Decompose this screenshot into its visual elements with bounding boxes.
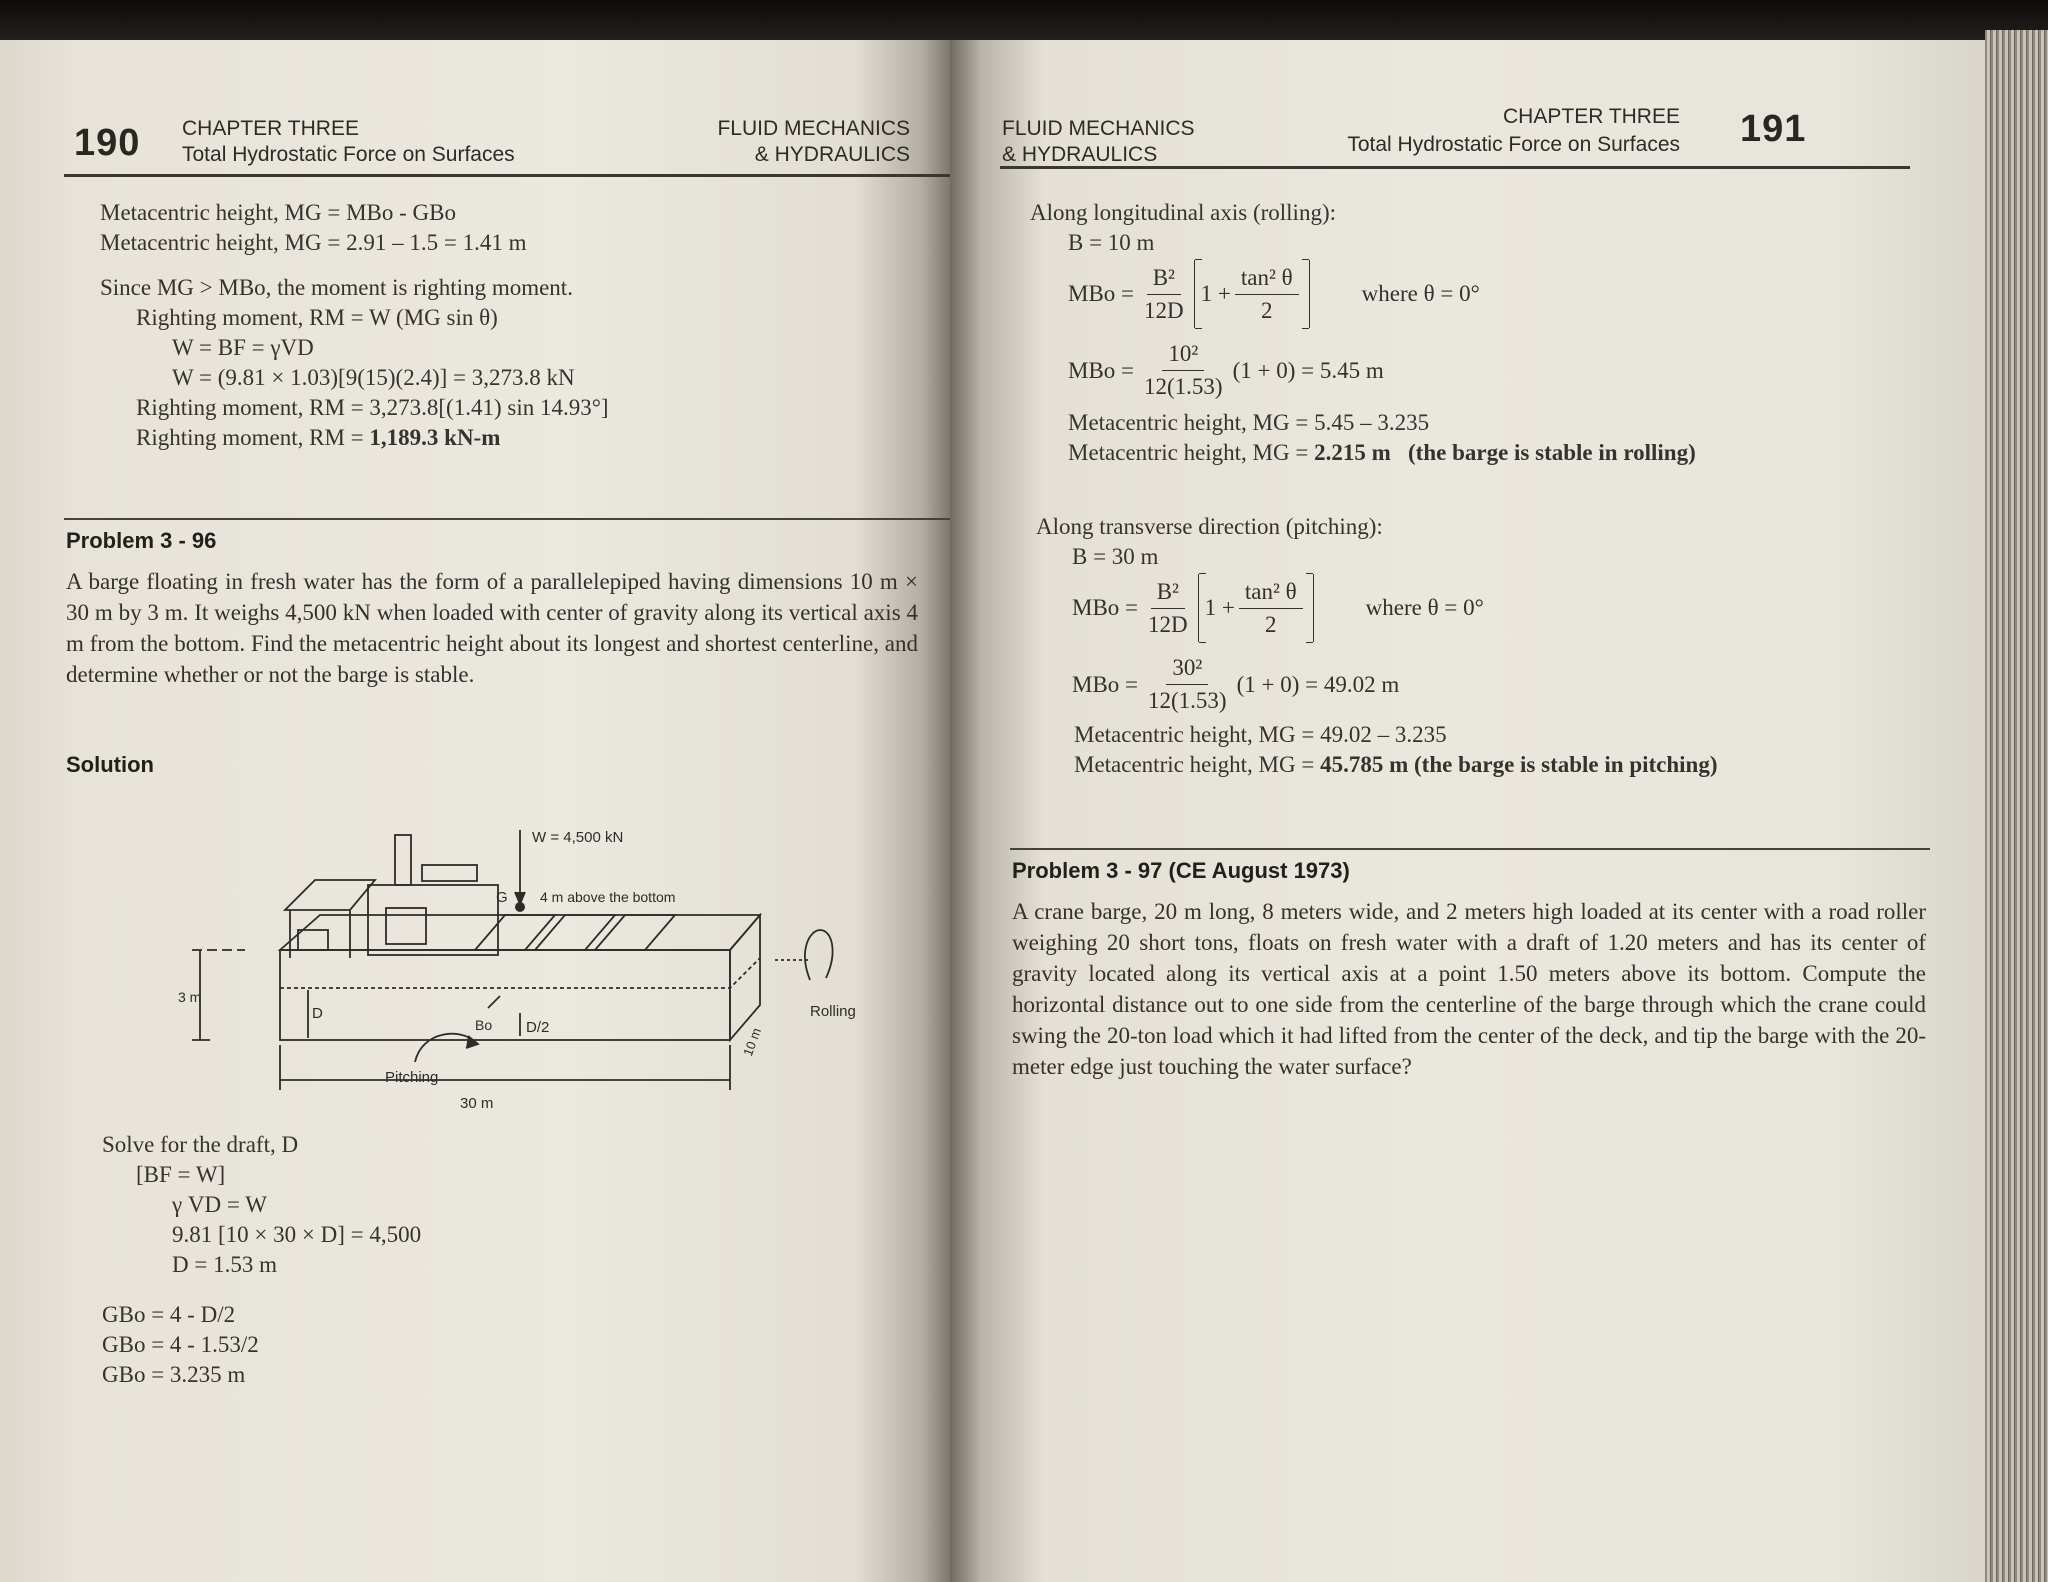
mg-prefix: Metacentric height, MG =	[1068, 440, 1315, 465]
text-line: W = (9.81 × 1.03)[9(15)(2.4)] = 3,273.8 kN	[172, 365, 575, 390]
gb-line: GBo = 4 - D/2	[102, 1302, 236, 1327]
chapter-subtitle: Total Hydrostatic Force on Surfaces	[1347, 133, 1680, 156]
rm-final-line	[136, 423, 500, 453]
fraction-denominator: 2	[1261, 297, 1273, 323]
book-title-line2: & HYDRAULICS	[754, 143, 910, 166]
problem-title: Problem 3 - 96	[66, 528, 217, 553]
bracket-one: 1 +	[1200, 281, 1231, 306]
chapter-subtitle: Total Hydrostatic Force on Surfaces	[182, 143, 515, 166]
gb-line: GBo = 3.235 m	[102, 1362, 246, 1387]
draft-line: 9.81 [10 × 30 × D] = 4,500	[172, 1222, 422, 1247]
text-line: Since MG > MBo, the moment is righting moment.	[100, 275, 573, 300]
problem-rule	[1010, 848, 1930, 850]
fraction-denominator: 12D	[1148, 611, 1188, 637]
formula-lhs: MBo =	[1072, 595, 1139, 620]
fraction-denominator: 12(1.53)	[1148, 688, 1227, 713]
pitching-mg-line2	[1074, 750, 1718, 780]
problem-text: A barge floating in fresh water has the form of a parallelepiped having dimensions 10 m × 30 m by 3 m. It weighs 4,500 kN when loaded with center of gravity along its vertical axis 4 m from the bottom. Find the metacentric height about its longest and shortest centerline, and determine whether or not the barge is stable.	[66, 569, 918, 687]
right-page	[950, 40, 1990, 1582]
fraction-numerator: tan² θ	[1239, 578, 1303, 609]
mg-value: 2.215 m	[1314, 440, 1391, 465]
fraction-numerator: 30²	[1166, 654, 1208, 685]
page-number-190: 190	[74, 122, 141, 164]
hatches	[475, 915, 675, 950]
book-title-line1: FLUID MECHANICS	[1002, 117, 1195, 140]
pitching-arrowhead	[466, 1036, 478, 1048]
hull-side	[730, 915, 760, 1040]
fig-draft-label: D	[312, 1005, 323, 1022]
formula-lhs: MBo =	[1068, 357, 1135, 383]
formula-lhs: MBo =	[1072, 671, 1139, 697]
formula-bracket	[1198, 574, 1314, 642]
rm-final-prefix: Righting moment, RM =	[136, 425, 370, 450]
header-rule	[64, 174, 950, 177]
fig-height-label: 3 m	[178, 989, 202, 1005]
header-rule	[1000, 166, 1910, 169]
fraction-numerator: tan² θ	[1235, 264, 1299, 295]
bo-leader	[488, 996, 500, 1008]
formula-lhs: MBo =	[1068, 281, 1135, 306]
pitching-heading: Along transverse direction (pitching):	[1036, 514, 1383, 539]
fraction-numerator: B²	[1147, 264, 1181, 295]
fig-pitching-label: Pitching	[385, 1069, 439, 1086]
g-point	[515, 902, 525, 912]
gb-line: GBo = 4 - 1.53/2	[102, 1332, 259, 1357]
pitching-mg-line1: Metacentric height, MG = 49.02 – 3.235	[1074, 722, 1447, 747]
formula-bracket	[1194, 260, 1310, 328]
bracket-fraction	[1239, 578, 1303, 639]
calc-fraction	[1142, 654, 1233, 715]
problem-rule	[64, 518, 950, 520]
deck-box	[422, 865, 477, 881]
where-clause: where θ = 0°	[1365, 595, 1484, 620]
pitching-calc	[1072, 654, 1399, 715]
formula-fraction	[1138, 264, 1190, 325]
pitching-b-value: B = 30 m	[1072, 544, 1159, 569]
barge-figure	[170, 780, 890, 1120]
bracket-fraction	[1235, 264, 1299, 325]
rolling-mg-line2	[1068, 438, 1696, 468]
mg-prefix: Metacentric height, MG =	[1074, 752, 1321, 777]
solution-label: Solution	[66, 752, 154, 777]
problem-title: Problem 3 - 97 (CE August 1973)	[1012, 858, 1350, 883]
draft-line: [BF = W]	[136, 1162, 226, 1187]
waterline	[280, 958, 760, 988]
fig-bo-label: Bo	[475, 1017, 493, 1033]
calc-rest: (1 + 0) = 49.02 m	[1236, 671, 1400, 697]
fig-rolling-label: Rolling	[810, 1003, 856, 1020]
deck-crate	[298, 930, 328, 950]
mg-value: 45.785 m	[1320, 752, 1409, 777]
page-edges	[1985, 30, 2048, 1582]
fraction-denominator: 12(1.53)	[1144, 374, 1223, 399]
formula-fraction	[1142, 578, 1194, 639]
draft-line: D = 1.53 m	[172, 1252, 277, 1277]
hull-front	[280, 950, 730, 1040]
bracket-one: 1 +	[1204, 595, 1235, 620]
rolling-mg-line1: Metacentric height, MG = 5.45 – 3.235	[1068, 410, 1430, 435]
rolling-heading: Along longitudinal axis (rolling):	[1030, 200, 1336, 225]
text-line: Righting moment, RM = W (MG sin θ)	[136, 305, 498, 330]
fig-g-label: G	[496, 889, 508, 906]
calc-fraction	[1138, 340, 1229, 401]
problem-text: A crane barge, 20 m long, 8 meters wide, and 2 meters high loaded at its center with a road roller weighing 20 short tons, floats on fresh water with a draft of 1.20 meters and has its center of gravity located along its vertical axis at a point 1.50 meters above its bottom. Compute the horizontal distance out to one side from the centerline of the barge through which the crane could swing the 20-ton load which it had lifted from the center of the deck, and tip the barge with the 20-meter edge just touching the water surface?	[1012, 899, 1926, 1079]
superstructure-window	[386, 908, 426, 944]
fig-g-note: 4 m above the bottom	[540, 889, 676, 905]
page-number-191: 191	[1740, 108, 1807, 150]
rolling-b-value: B = 10 m	[1068, 230, 1155, 255]
fraction-denominator: 2	[1265, 611, 1277, 637]
book-title-line1: FLUID MECHANICS	[717, 117, 910, 140]
rolling-formula	[1068, 260, 1480, 328]
mg-note: (the barge is stable in pitching)	[1414, 752, 1718, 777]
fig-length-label: 30 m	[460, 1095, 494, 1112]
fig-width-label: 10 m	[740, 1025, 765, 1059]
pitching-formula	[1072, 574, 1484, 642]
draft-line: Solve for the draft, D	[102, 1132, 299, 1157]
chapter-label: CHAPTER THREE	[182, 117, 359, 140]
fraction-numerator: 10²	[1162, 340, 1204, 371]
draft-line: γ VD = W	[172, 1192, 267, 1217]
calc-rest: (1 + 0) = 5.45 m	[1232, 357, 1384, 383]
chapter-label: CHAPTER THREE	[1503, 105, 1680, 128]
text-line: W = BF = γVD	[172, 335, 314, 360]
rolling-calc	[1068, 340, 1384, 401]
book-title-line2: & HYDRAULICS	[1002, 143, 1158, 166]
text-line: Righting moment, RM = 3,273.8[(1.41) sin 14.93°]	[136, 395, 609, 420]
mg-note: (the barge is stable in rolling)	[1408, 440, 1696, 465]
fraction-numerator: B²	[1151, 578, 1185, 609]
text-line: Metacentric height, MG = MBo - GBo	[100, 200, 456, 225]
text-line: Metacentric height, MG = 2.91 – 1.5 = 1.41 m	[100, 230, 527, 255]
rolling-arrow	[805, 930, 833, 980]
fig-weight-label: W = 4,500 kN	[532, 829, 624, 846]
funnel	[395, 835, 411, 885]
hull-top	[280, 915, 760, 950]
fig-half-draft-label: D/2	[526, 1019, 550, 1036]
rm-final-value: 1,189.3 kN-m	[369, 425, 501, 450]
fraction-denominator: 12D	[1144, 297, 1184, 323]
left-page	[0, 40, 950, 1582]
where-clause: where θ = 0°	[1361, 281, 1480, 306]
